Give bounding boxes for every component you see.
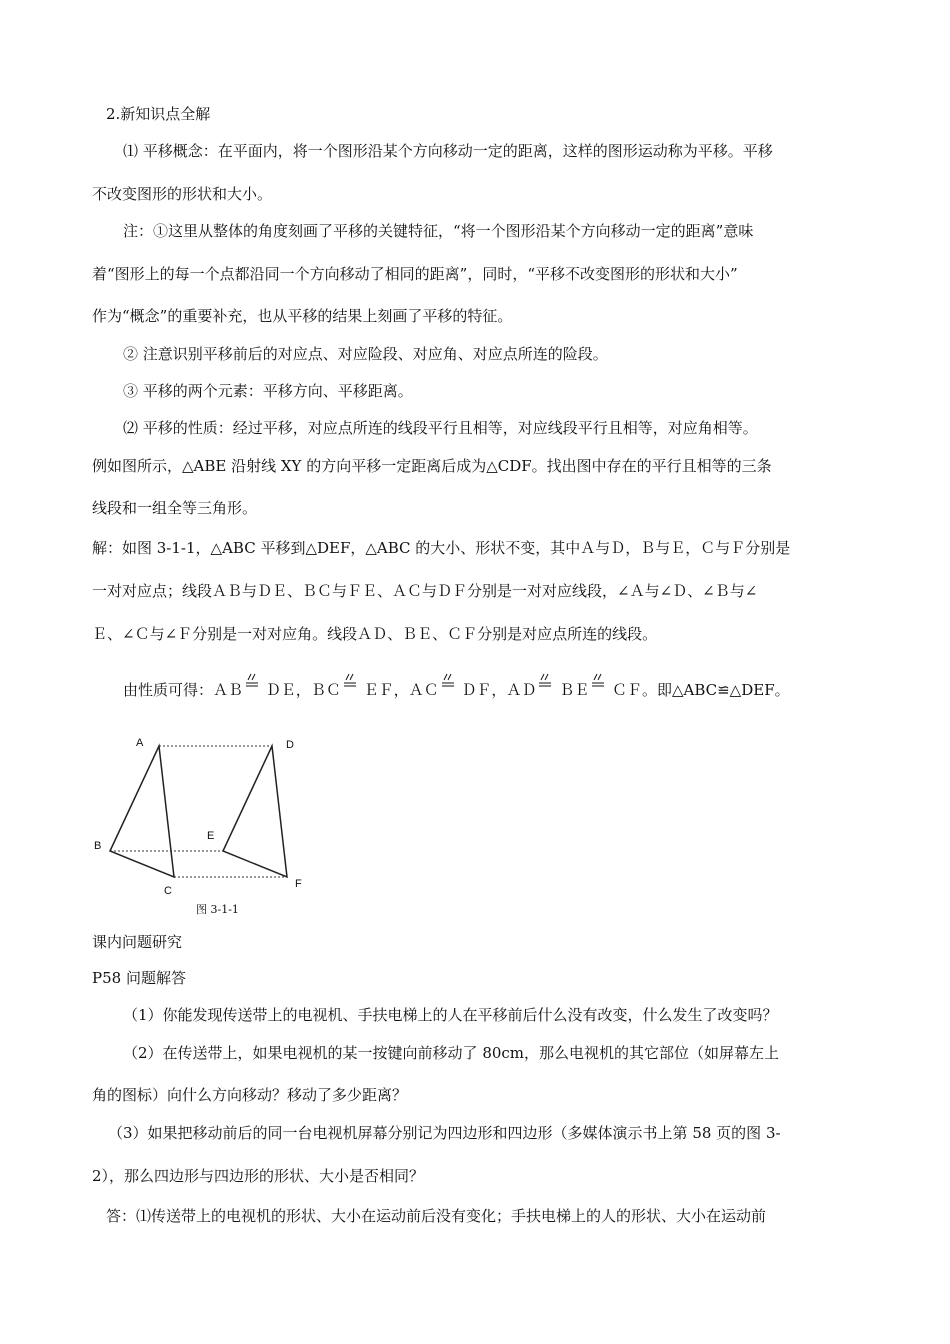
parallel-equal-symbol	[441, 677, 455, 691]
note-line: 着“图形上的每一个点都沿同一个方向移动了相同的距离”，同时，“平移不改变图形的形状和大小”	[92, 265, 738, 283]
translation-figure	[90, 730, 330, 915]
note-line: ③ 平移的两个元素：平移方向、平移距离。	[123, 382, 413, 400]
parallel-equal-symbol	[343, 677, 357, 691]
segment-de: ＤＥ，	[261, 681, 311, 699]
vertex-label-a: A	[136, 737, 144, 749]
vertex-label-d: D	[286, 739, 294, 751]
paragraph-line: 不改变图形的形状和大小。	[92, 185, 273, 203]
subsection-title: P58 问题解答	[92, 969, 186, 987]
property-lead: 由性质可得：	[123, 681, 214, 699]
question-line: （1）你能发现传送带上的电视机、手扶电梯上的人在平移前后什么没有改变，什么发生了改变吗？	[123, 1006, 778, 1024]
segment-ac: ＡＣ	[408, 681, 439, 699]
paragraph-line: ⑴ 平移概念：在平面内，将一个图形沿某个方向移动一定的距离，这样的图形运动称为平移。平移	[123, 142, 773, 160]
note-line: ② 注意识别平移前后的对应点、对应险段、对应角、对应点所连的险段。	[123, 345, 608, 363]
segment-ef: ＥＦ，	[358, 681, 409, 699]
property-line	[123, 677, 790, 700]
question-line: （2）在传送带上，如果电视机的某一按键向前移动了 80cm，那么电视机的其它部位（如屏幕左上	[123, 1044, 780, 1062]
answer-line: 答：⑴传送带上的电视机的形状、大小在运动前后没有变化；手扶电梯上的人的形状、大小在运动前	[106, 1207, 767, 1225]
example-line: 线段和一组全等三角形。	[92, 499, 258, 517]
section-heading: 2.新知识点全解	[106, 105, 211, 123]
parallel-equal-symbol	[538, 677, 552, 691]
vertex-label-b: B	[94, 840, 102, 852]
question-line: （3）如果把移动前后的同一台电视机屏幕分别记为四边形和四边形（多媒体演示书上第 58 页的图 3-	[108, 1124, 781, 1142]
example-line: 例如图所示，△ABE 沿射线 XY 的方向平移一定距离后成为△CDF。找出图中存在的平行且相等的三条	[92, 457, 772, 475]
solution-line: Ｅ、∠Ｃ与∠Ｆ分别是一对对应角。线段ＡＤ、ＢＥ、ＣＦ分别是对应点所连的线段。	[92, 625, 658, 643]
translation-diagram	[90, 730, 330, 915]
segment-ad: ＡＤ	[506, 681, 537, 699]
question-line: 2），那么四边形与四边形的形状、大小是否相同？	[92, 1167, 425, 1185]
solution-line: 一对对应点；线段ＡＢ与ＤＥ、ＢＣ与ＦＥ、ＡＣ与ＤＦ分别是一对对应线段，∠Ａ与∠Ｄ、∠Ｂ与∠	[92, 582, 758, 600]
segment-cf: ＣＦ。即△ABC≌△DEF。	[607, 681, 790, 699]
vertex-label-e: E	[207, 830, 215, 842]
paragraph-line: ⑵ 平移的性质：经过平移，对应点所连的线段平行且相等，对应线段平行且相等，对应角相等。	[123, 419, 758, 437]
solution-line: 解：如图 3-1-1，△ABC 平移到△DEF，△ABC 的大小、形状不变，其中Ａ与Ｄ，Ｂ与Ｅ，Ｃ与Ｆ分别是	[92, 539, 791, 557]
triangle-abc	[110, 746, 174, 877]
question-line: 角的图标）向什么方向移动？移动了多少距离？	[92, 1086, 408, 1104]
figure-caption: 图 3-1-1	[196, 903, 239, 915]
note-line: 作为“概念”的重要补充，也从平移的结果上刻画了平移的特征。	[92, 307, 513, 325]
note-line: 注：①这里从整体的角度刻画了平移的关键特征，“将一个图形沿某个方向移动一定的距离”意味	[123, 222, 754, 240]
segment-bc: ＢＣ	[310, 681, 341, 699]
segment-df: ＤＦ，	[456, 681, 507, 699]
triangle-def	[223, 746, 287, 877]
parallel-equal-symbol	[245, 677, 259, 691]
segment-ab: ＡＢ	[213, 681, 244, 699]
section-title: 课内问题研究	[92, 933, 183, 951]
vertex-label-c: C	[164, 885, 172, 897]
segment-be: ＢＥ	[554, 681, 590, 699]
parallel-equal-symbol	[591, 677, 605, 691]
vertex-label-f: F	[295, 878, 302, 890]
